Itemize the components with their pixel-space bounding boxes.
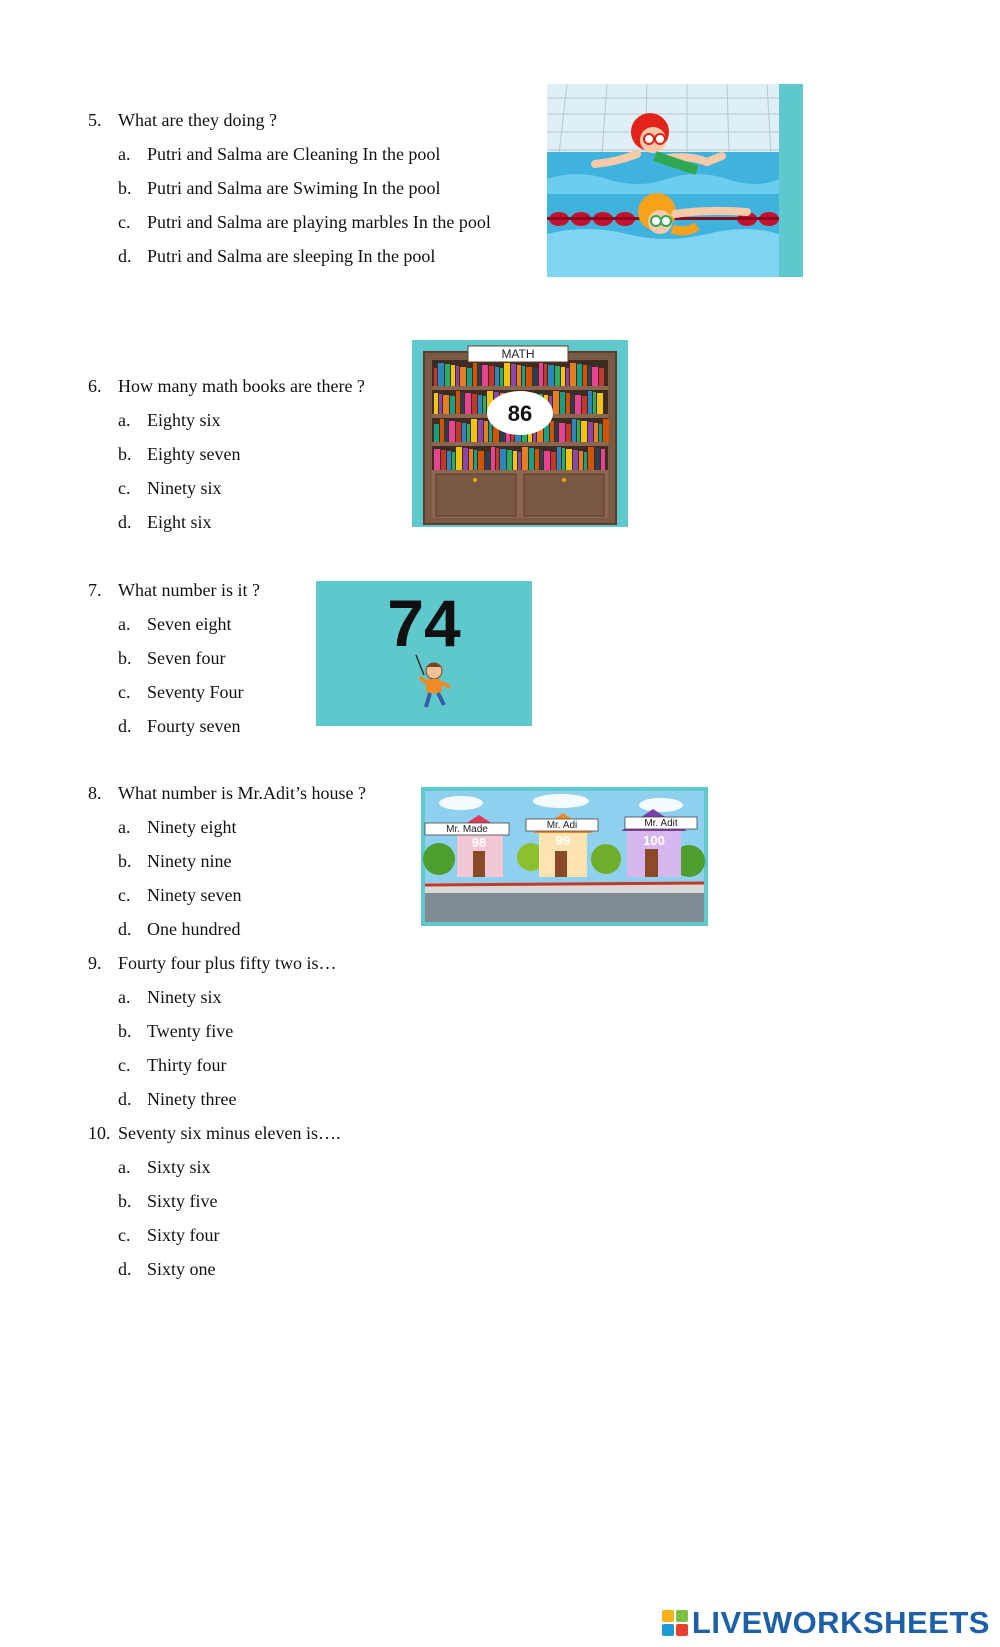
number-card-number: 74: [387, 586, 461, 660]
option-text: Sixty one: [147, 1259, 216, 1279]
house-label-3: Mr. Adit: [644, 818, 678, 829]
question-text: Seventy six minus eleven is….: [118, 1123, 341, 1143]
option-letter: d.: [118, 716, 132, 736]
house-number-2: 99: [555, 833, 571, 848]
liveworksheets-logo: [662, 1606, 990, 1640]
option-text: Ninety nine: [147, 851, 232, 871]
option-letter: c.: [118, 885, 131, 905]
option-letter: c.: [118, 1225, 131, 1245]
question-number: 5.: [88, 110, 102, 130]
option-text: Eighty six: [147, 410, 221, 430]
option-text: Sixty six: [147, 1157, 211, 1177]
option-text: Sixty five: [147, 1191, 218, 1211]
math-bookshelf-image: [412, 340, 628, 527]
option-letter: d.: [118, 1259, 132, 1279]
option-letter: a.: [118, 817, 131, 837]
option-letter: d.: [118, 1089, 132, 1109]
option-text: Sixty four: [147, 1225, 220, 1245]
option-text: Ninety three: [147, 1089, 237, 1109]
option-letter: b.: [118, 1021, 132, 1041]
question-text: What are they doing ?: [118, 110, 277, 130]
option-letter: a.: [118, 144, 131, 164]
option-text: Ninety six: [147, 987, 222, 1007]
option-text: Putri and Salma are Swiming In the pool: [147, 178, 441, 198]
option-text: Putri and Salma are playing marbles In the pool: [147, 212, 491, 232]
swimming-pool-image: [547, 84, 803, 277]
option-text: Thirty four: [147, 1055, 227, 1075]
option-letter: a.: [118, 410, 131, 430]
option-text: Seven eight: [147, 614, 232, 634]
question-number: 10.: [88, 1123, 111, 1143]
option-letter: a.: [118, 1157, 131, 1177]
option-letter: d.: [118, 512, 132, 532]
bookshelf-badge: 86: [507, 401, 533, 426]
house-number-1: 98: [471, 835, 487, 850]
question-text: What number is Mr.Adit’s house ?: [118, 783, 366, 803]
brand-name: LIVEWORKSHEETS: [691, 1605, 990, 1640]
option-text: Putri and Salma are sleeping In the pool: [147, 246, 436, 266]
option-letter: c.: [118, 1055, 131, 1075]
option-letter: b.: [118, 1191, 132, 1211]
question-text: Fourty four plus fifty two is…: [118, 953, 337, 973]
option-text: Ninety six: [147, 478, 222, 498]
option-text: Twenty five: [147, 1021, 234, 1041]
option-letter: c.: [118, 682, 131, 702]
option-text: Putri and Salma are Cleaning In the pool: [147, 144, 441, 164]
option-letter: c.: [118, 478, 131, 498]
option-letter: c.: [118, 212, 131, 232]
option-text: Eight six: [147, 512, 212, 532]
option-text: Seven four: [147, 648, 226, 668]
option-letter: a.: [118, 987, 131, 1007]
question-text: How many math books are there ?: [118, 376, 365, 396]
option-text: Ninety seven: [147, 885, 242, 905]
option-text: Ninety eight: [147, 817, 237, 837]
boy-figure: [408, 653, 458, 713]
option-text: Seventy Four: [147, 682, 244, 702]
question-number: 8.: [88, 783, 102, 803]
house-label-2: Mr. Adi: [546, 820, 578, 831]
option-text: Fourty seven: [147, 716, 241, 736]
option-letter: b.: [118, 444, 132, 464]
question-number: 9.: [88, 953, 102, 973]
option-letter: a.: [118, 614, 131, 634]
option-letter: b.: [118, 178, 132, 198]
question-number: 6.: [88, 376, 102, 396]
liveworksheets-logo-icon: [662, 1610, 688, 1636]
option-text: Eighty seven: [147, 444, 241, 464]
house-number-3: 100: [643, 833, 665, 848]
houses-image: [421, 787, 708, 926]
house-label-1: Mr. Made: [446, 824, 488, 835]
option-letter: d.: [118, 246, 132, 266]
option-text: One hundred: [147, 919, 241, 939]
number-card-image: [316, 581, 532, 726]
option-letter: b.: [118, 648, 132, 668]
option-letter: b.: [118, 851, 132, 871]
option-letter: d.: [118, 919, 132, 939]
bookshelf-sign: MATH: [501, 347, 535, 361]
question-number: 7.: [88, 580, 102, 600]
question-text: What number is it ?: [118, 580, 260, 600]
